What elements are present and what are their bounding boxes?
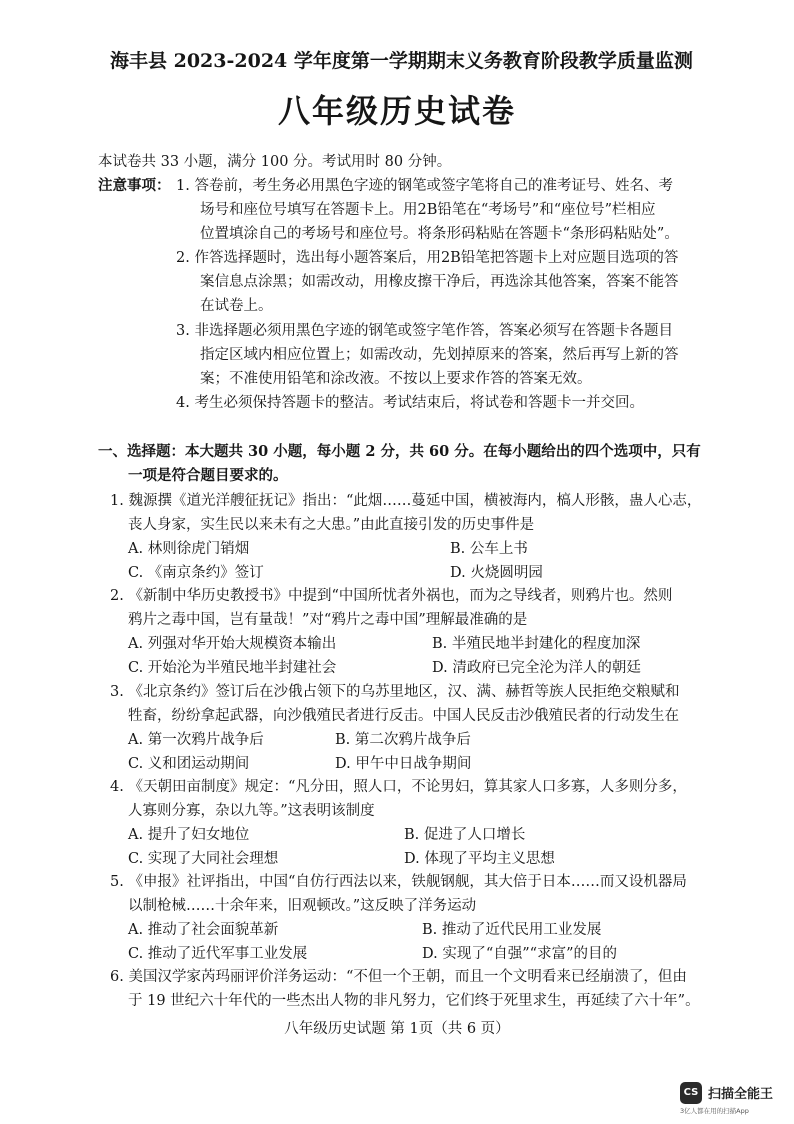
q5-option-d: D. 实现了“自强”“求富”的目的 <box>422 946 617 962</box>
note-2-line-2: 案信息点涂黑；如需改动，用橡皮擦干净后，再选涂其他答案，答案不能答 <box>200 274 679 290</box>
q5-option-a: A. 推动了社会面貌革新 <box>128 922 279 938</box>
q1-option-b: B. 公车上书 <box>450 541 528 557</box>
q6-stem-line-1: 6. 美国汉学家芮玛丽评价洋务运动：“不但一个王朝，而且一个文明看来已经崩溃了，但由 <box>110 969 687 985</box>
q3-option-d: D. 甲午中日战争期间 <box>335 756 472 772</box>
q2-stem-line-1: 2. 《新制中华历史教授书》中提到“中国所忧者外祸也，而为之导线者，则鸦片也。然则 <box>110 588 673 604</box>
q4-option-c: C. 实现了大同社会理想 <box>128 851 279 867</box>
notes-label: 注意事项： <box>98 177 171 194</box>
q2-option-a: A. 列强对华开始大规模资本输出 <box>128 636 337 652</box>
q5-stem-line-1: 5. 《申报》社评指出，中国“自仿行西法以来，铁舰钢舰，其大倍于日本……而又设机器局 <box>110 874 687 890</box>
q1-stem-line-1: 1. 魏源撰《道光洋艘征抚记》指出：“此烟……蔓延中国，横被海内，槁人形骸，蛊人心志， <box>110 493 702 509</box>
q5-stem-line-2: 以制枪械……十余年来，旧观顿改。”这反映了洋务运动 <box>128 898 477 914</box>
q5-option-b: B. 推动了近代民用工业发展 <box>422 922 602 938</box>
note-1-line-2: 场号和座位号填写在答题卡上。用2B铅笔在“考场号”和“座位号”栏相应 <box>200 202 656 218</box>
watermark-tagline: 3亿人都在用的扫描App <box>680 1107 749 1115</box>
q5-option-c: C. 推动了近代军事工业发展 <box>128 946 308 962</box>
note-4-line-1: 4. 考生必须保持答题卡的整洁。考试结束后，将试卷和答题卡一并交回。 <box>176 395 644 411</box>
q1-option-a: A. 林则徐虎门销烟 <box>128 541 250 557</box>
q2-option-b: B. 半殖民地半封建化的程度加深 <box>432 636 641 652</box>
q4-option-d: D. 体现了平均主义思想 <box>404 851 555 867</box>
note-3-line-2: 指定区域内相应位置上；如需改动，先划掉原来的答案，然后再写上新的答 <box>200 347 679 363</box>
note-1-line-3: 位置填涂自己的考场号和座位号。将条形码粘贴在答题卡“条形码粘贴处”。 <box>200 226 679 242</box>
q2-option-c: C. 开始沦为半殖民地半封建社会 <box>128 660 337 676</box>
page-footer: 八年级历史试题 第 1页（共 6 页） <box>284 1021 510 1037</box>
q4-option-b: B. 促进了人口增长 <box>404 827 526 843</box>
exam-header: 海丰县 2023-2024 学年度第一学期期末义务教育阶段教学质量监测 <box>110 50 693 72</box>
q4-option-a: A. 提升了妇女地位 <box>128 827 250 843</box>
q6-stem-line-2: 于 19 世纪六十年代的一些杰出人物的非凡努力，它们终于死里求生，再延续了六十年”。 <box>128 993 700 1009</box>
note-3-line-1: 3. 非选择题必须用黑色字迹的钢笔或签字笔作答，答案必须写在答题卡各题目 <box>176 323 673 339</box>
watermark-brand: 扫描全能王 <box>708 1087 774 1102</box>
q1-option-d: D. 火烧圆明园 <box>450 565 543 581</box>
q2-option-d: D. 清政府已完全沦为洋人的朝廷 <box>432 660 641 676</box>
q3-stem-line-1: 3. 《北京条约》签订后在沙俄占领下的乌苏里地区，汉、满、赫哲等族人民拒绝交粮赋和 <box>110 684 680 700</box>
q4-stem-line-1: 4. 《天朝田亩制度》规定：“凡分田，照人口，不论男妇，算其家人口多寡，人多则分多， <box>110 779 687 795</box>
q2-stem-line-2: 鸦片之毒中国，岂有量哉！”对“鸦片之毒中国”理解最准确的是 <box>128 612 528 628</box>
q4-stem-line-2: 人寡则分寡，杂以九等。”这表明该制度 <box>128 803 375 819</box>
q3-option-c: C. 义和团运动期间 <box>128 756 250 772</box>
q1-stem-line-2: 丧人身家，实生民以来未有之大患。”由此直接引发的历史事件是 <box>128 517 535 533</box>
exam-intro: 本试卷共 33 小题，满分 100 分。考试用时 80 分钟。 <box>98 154 452 170</box>
note-1-line-1: 1. 答卷前，考生务必用黑色字迹的钢笔或签字笔将自己的准考证号、姓名、考 <box>176 178 673 194</box>
camscanner-logo-icon: CS <box>680 1082 702 1104</box>
scanner-watermark <box>680 1082 790 1118</box>
note-3-line-3: 案；不准使用铅笔和涂改液。不按以上要求作答的答案无效。 <box>200 371 592 387</box>
section-1-heading-line-2: 一项是符合题目要求的。 <box>128 467 288 484</box>
exam-title: 八年级历史试卷 <box>277 92 516 130</box>
note-2-line-1: 2. 作答选择题时，选出每小题答案后，用2B铅笔把答题卡上对应题目选项的答 <box>176 250 679 266</box>
q3-option-b: B. 第二次鸦片战争后 <box>335 732 471 748</box>
section-1-heading: 一、选择题：本大题共 30 小题，每小题 2 分，共 60 分。在每小题给出的四个选项中，只有 <box>98 443 701 460</box>
q3-option-a: A. 第一次鸦片战争后 <box>128 732 264 748</box>
q1-option-c: C. 《南京条约》签订 <box>128 565 264 581</box>
q3-stem-line-2: 牲畜，纷纷拿起武器，向沙俄殖民者进行反击。中国人民反击沙俄殖民者的行动发生在 <box>128 708 679 724</box>
note-2-line-3: 在试卷上。 <box>200 298 273 314</box>
